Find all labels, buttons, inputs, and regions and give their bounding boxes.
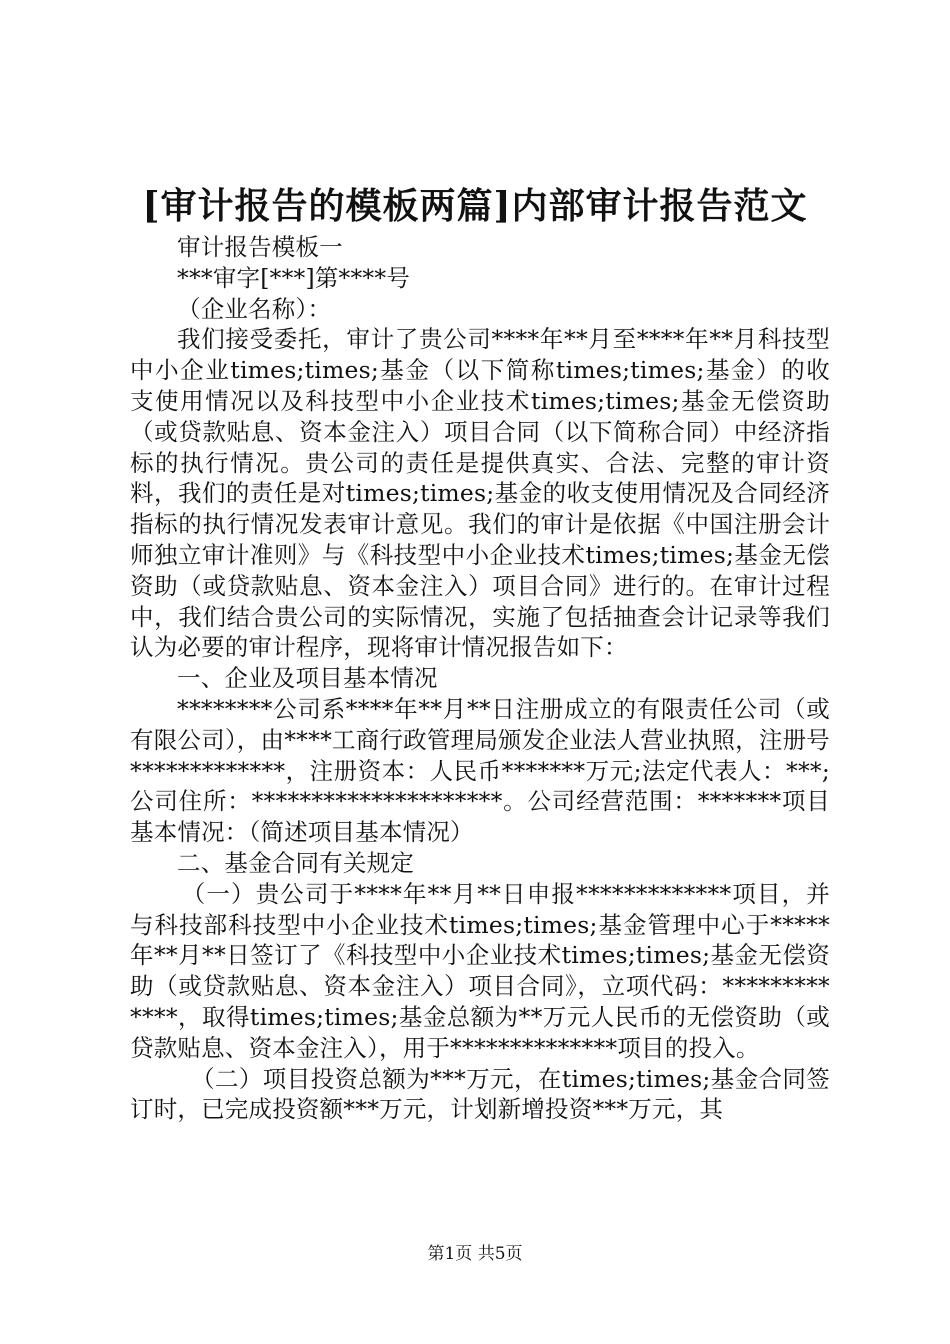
paragraph-contract-item-1: （一）贵公司于****年**月**日申报*************项目，并与科技部科技型中小企业技术times;times;基金管理中心于*****年**月**日签订了《科技型中小企业技术times;times;基金无偿资助（或贷款贴息、资本金注入）项目合同》，立项代码：*************，取得times;times;基金总额为**万元人民币的无偿资助（或贷款贴息、资本金注入），用于**************项目的投入。 xyxy=(130,879,830,1062)
paragraph-reference-number: ***审字[***]第****号 xyxy=(177,263,411,292)
document-title: [审计报告的模板两篇]内部审计报告范文 xyxy=(142,185,808,227)
paragraph-template-heading: 审计报告模板一 xyxy=(177,233,343,261)
section-heading-fund-contract: 二、基金合同有关规定 xyxy=(177,848,414,877)
paragraph-company-info: ********公司系****年**月**日注册成立的有限责任公司（或有限公司），由****工商行政管理局颁发企业法人营业执照，注册号*************，注册资本：人民币*******万元;法定代表人：***;公司住所：*********************。公司经营范围：*******项目基本情况：（简述项目基本情况） xyxy=(130,694,830,847)
page-footer: 第1页 共5页 xyxy=(427,1244,523,1264)
section-heading-basic-info: 一、企业及项目基本情况 xyxy=(177,664,438,693)
paragraph-intro: 我们接受委托，审计了贵公司****年**月至****年**月科技型中小企业times;times;基金（以下简称times;times;基金）的收支使用情况以及科技型中小企业技术times;times;基金无偿资助（或贷款贴息、资本金注入）项目合同（以下简称合同）中经济指标的执行情况。贵公司的责任是提供真实、合法、完整的审计资料，我们的责任是对times;times;基金的收支使用情况及合同经济指标的执行情况发表审计意见。我们的审计是依据《中国注册会计师独立审计准则》与《科技型中小企业技术times;times;基金无偿资助（或贷款贴息、资本金注入）项目合同》进行的。在审计过程中，我们结合贵公司的实际情况，实施了包括抽查会计记录等我们认为必要的审计程序，现将审计情况报告如下： xyxy=(130,325,830,662)
document-body xyxy=(130,232,830,1125)
paragraph-addressee: （企业名称）： xyxy=(177,294,332,323)
paragraph-contract-item-2: （二）项目投资总额为***万元，在times;times;基金合同签订时，已完成投资额***万元，计划新增投资***万元，其 xyxy=(130,1064,830,1124)
